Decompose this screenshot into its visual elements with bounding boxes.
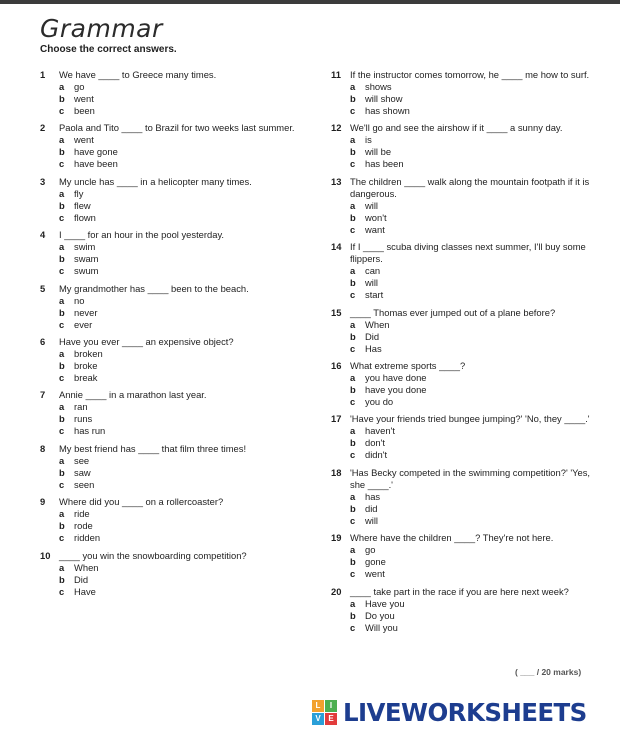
option-letter: c <box>59 425 65 437</box>
question-5 <box>40 283 305 331</box>
answer-option[interactable] <box>350 212 593 224</box>
option-letter: c <box>350 621 356 633</box>
question-text: 'Have your friends tried bungee jumping?' 'No, they ____.' <box>350 413 590 425</box>
option-text: go <box>365 544 376 556</box>
option-text: swim <box>74 241 96 253</box>
option-letter: a <box>59 347 65 359</box>
answer-option[interactable] <box>59 455 305 467</box>
question-7 <box>40 389 305 437</box>
option-letter: a <box>350 318 356 330</box>
option-text: you have done <box>365 371 427 383</box>
option-letter: b <box>59 93 65 104</box>
question-14 <box>331 241 593 301</box>
left-question-column <box>40 69 305 603</box>
question-6 <box>40 336 305 384</box>
option-letter: a <box>59 187 65 199</box>
answer-option[interactable] <box>350 93 593 105</box>
option-letter: b <box>59 146 65 158</box>
question-text: We have ____ to Greece many times. <box>59 69 217 80</box>
question-8 <box>40 443 305 491</box>
answer-option[interactable] <box>350 568 593 580</box>
option-letter: a <box>59 508 65 520</box>
option-letter: c <box>350 158 356 170</box>
liveworksheets-logo-icon <box>312 700 337 725</box>
option-letter: b <box>350 277 356 289</box>
answer-option[interactable] <box>59 425 305 437</box>
option-text: broken <box>74 347 103 359</box>
answer-option[interactable] <box>59 105 305 117</box>
option-text: been <box>74 105 95 116</box>
answer-option[interactable] <box>350 437 593 449</box>
option-letter: a <box>59 294 65 306</box>
option-text: don't <box>365 437 386 449</box>
option-text: has shown <box>365 105 410 116</box>
answer-option[interactable] <box>350 265 593 277</box>
instructions: Choose the correct answers. <box>40 44 177 55</box>
question-number: 18 <box>331 466 342 478</box>
answer-option[interactable] <box>350 544 593 556</box>
question-text: ____ Thomas ever jumped out of a plane before? <box>350 306 556 318</box>
option-text: start <box>365 289 384 301</box>
question-number: 7 <box>40 389 46 401</box>
option-letter: c <box>59 158 65 170</box>
option-letter: a <box>350 81 356 92</box>
option-letter: b <box>59 573 65 585</box>
question-17 <box>331 413 593 461</box>
brand-name: LIVEWORKSHEETS <box>343 697 587 727</box>
question-number: 14 <box>331 241 342 253</box>
answer-option[interactable] <box>59 360 305 372</box>
option-letter: a <box>59 241 65 253</box>
option-letter: c <box>59 211 65 223</box>
option-letter: a <box>350 490 356 502</box>
option-text: went <box>74 93 94 104</box>
option-text: ran <box>74 401 88 413</box>
answer-option[interactable] <box>350 343 593 355</box>
question-number: 9 <box>40 496 46 508</box>
option-letter: c <box>59 105 65 116</box>
answer-option[interactable] <box>59 253 305 265</box>
option-text: you do <box>365 395 394 407</box>
option-letter: b <box>350 146 356 158</box>
option-letter: c <box>59 478 65 490</box>
option-letter: a <box>350 544 356 556</box>
question-number: 15 <box>331 306 342 318</box>
option-text: Did <box>365 330 380 342</box>
answer-option[interactable] <box>59 586 305 598</box>
question-text: Where did you ____ on a rollercoaster? <box>59 496 224 508</box>
question-text: The children ____ walk along the mountain footpath if it is dangerous. <box>350 175 590 199</box>
logo-letter: L <box>312 700 324 712</box>
option-letter: a <box>350 199 356 211</box>
option-letter: b <box>350 556 356 568</box>
answer-option[interactable] <box>59 520 305 532</box>
option-letter: c <box>59 585 65 597</box>
answer-option[interactable] <box>350 372 593 384</box>
option-letter: c <box>350 289 356 301</box>
question-text: Have you ever ____ an expensive object? <box>59 335 234 347</box>
answer-option[interactable] <box>350 622 593 634</box>
option-letter: c <box>350 342 356 354</box>
question-20 <box>331 586 593 634</box>
option-letter: b <box>59 413 65 425</box>
option-text: is <box>365 134 372 146</box>
option-text: Do you <box>365 609 395 621</box>
question-9 <box>40 496 305 544</box>
option-letter: c <box>350 223 356 235</box>
option-text: break <box>74 371 98 383</box>
option-letter: c <box>350 568 356 580</box>
answer-option[interactable] <box>350 224 593 236</box>
question-text: Where have the children ____? They're not here. <box>350 532 554 544</box>
option-text: see <box>74 454 90 466</box>
option-letter: c <box>59 265 65 277</box>
option-text: went <box>365 568 385 580</box>
option-text: When <box>74 561 99 573</box>
answer-option[interactable] <box>59 574 305 586</box>
option-letter: b <box>59 306 65 318</box>
question-number: 19 <box>331 532 342 544</box>
option-letter: c <box>59 532 65 544</box>
question-3 <box>40 176 305 224</box>
option-text: will show <box>365 93 403 104</box>
answer-option[interactable] <box>59 93 305 105</box>
option-text: ridden <box>74 532 101 544</box>
option-text: has <box>365 490 381 502</box>
question-number: 11 <box>331 69 341 80</box>
option-text: will <box>365 277 379 289</box>
answer-option[interactable] <box>59 200 305 212</box>
option-letter: b <box>350 330 356 342</box>
option-text: ride <box>74 508 90 520</box>
option-letter: c <box>350 105 356 116</box>
option-letter: a <box>350 265 356 277</box>
answer-option[interactable] <box>59 479 305 491</box>
answer-option[interactable] <box>59 467 305 479</box>
answer-option[interactable] <box>59 319 305 331</box>
answer-option[interactable] <box>59 241 305 253</box>
option-letter: b <box>350 502 356 514</box>
answer-option[interactable] <box>59 532 305 544</box>
option-letter: b <box>350 609 356 621</box>
question-text: My grandmother has ____ been to the beach. <box>59 282 249 294</box>
answer-option[interactable] <box>350 134 593 146</box>
answer-option[interactable] <box>59 81 305 93</box>
answer-option[interactable] <box>59 146 305 158</box>
option-letter: b <box>59 199 65 211</box>
liveworksheets-brand[interactable] <box>312 697 587 727</box>
option-text: swam <box>74 253 99 265</box>
question-text: ____ take part in the race if you are here next week? <box>350 585 569 597</box>
answer-option[interactable] <box>59 562 305 574</box>
option-text: Has <box>365 342 382 354</box>
option-letter: b <box>59 359 65 371</box>
question-16 <box>331 360 593 408</box>
option-text: runs <box>74 413 93 425</box>
answer-option[interactable] <box>350 200 593 212</box>
answer-option[interactable] <box>59 413 305 425</box>
option-letter: a <box>350 134 356 146</box>
question-2 <box>40 122 305 170</box>
option-text: have gone <box>74 146 118 158</box>
option-text: swum <box>74 265 99 277</box>
option-text: has been <box>365 158 404 170</box>
answer-option[interactable] <box>59 372 305 384</box>
question-text: We'll go and see the airshow if it ____ a sunny day. <box>350 122 563 134</box>
option-text: Did <box>74 573 89 585</box>
answer-option[interactable] <box>59 348 305 360</box>
question-text: If the instructor comes tomorrow, he ____ me how to surf. <box>350 69 590 80</box>
answer-option[interactable] <box>59 401 305 413</box>
answer-option[interactable] <box>59 188 305 200</box>
answer-option[interactable] <box>350 384 593 396</box>
question-text: My best friend has ____ that film three times! <box>59 442 247 454</box>
question-1 <box>40 69 305 117</box>
answer-option[interactable] <box>59 158 305 170</box>
option-letter: b <box>59 520 65 532</box>
question-text: Paola and Tito ____ to Brazil for two weeks last summer. <box>59 122 295 134</box>
answer-option[interactable] <box>350 503 593 515</box>
question-19 <box>331 532 593 580</box>
question-number: 4 <box>40 229 46 241</box>
question-10 <box>40 550 305 598</box>
option-text: has run <box>74 425 106 437</box>
question-number: 3 <box>40 175 46 187</box>
answer-option[interactable] <box>59 307 305 319</box>
answer-option[interactable] <box>350 81 593 93</box>
question-4 <box>40 229 305 277</box>
option-text: can <box>365 265 381 277</box>
option-letter: b <box>350 437 356 449</box>
answer-option[interactable] <box>350 425 593 437</box>
option-letter: c <box>350 514 356 526</box>
answer-option[interactable] <box>350 331 593 343</box>
top-border <box>0 0 620 4</box>
logo-letter: E <box>325 713 337 725</box>
answer-option[interactable] <box>59 295 305 307</box>
option-letter: a <box>350 597 356 609</box>
question-number: 2 <box>40 122 46 134</box>
answer-option[interactable] <box>59 212 305 224</box>
question-number: 16 <box>331 359 342 371</box>
option-text: ever <box>74 318 93 330</box>
option-text: Will you <box>365 621 398 633</box>
question-number: 17 <box>331 413 342 425</box>
question-11 <box>331 69 593 117</box>
answer-option[interactable] <box>350 319 593 331</box>
question-number: 10 <box>40 549 51 561</box>
option-text: no <box>74 294 85 306</box>
option-letter: c <box>350 449 356 461</box>
option-letter: a <box>59 454 65 466</box>
option-letter: a <box>59 81 65 92</box>
option-text: shows <box>365 81 392 92</box>
question-text: I ____ for an hour in the pool yesterday. <box>59 229 225 241</box>
option-letter: b <box>350 211 356 223</box>
option-text: seen <box>74 478 95 490</box>
answer-option[interactable] <box>350 610 593 622</box>
question-text: 'Has Becky competed in the swimming competition?' 'Yes, she ____.' <box>350 466 591 490</box>
question-text: ____ you win the snowboarding competition? <box>59 549 247 561</box>
answer-option[interactable] <box>350 598 593 610</box>
option-text: will be <box>365 146 392 158</box>
answer-option[interactable] <box>350 105 593 117</box>
option-letter: b <box>59 466 65 478</box>
question-number: 20 <box>331 585 342 597</box>
answer-option[interactable] <box>59 134 305 146</box>
option-text: rode <box>74 520 93 532</box>
question-text: My uncle has ____ in a helicopter many times. <box>59 175 252 187</box>
option-text: will <box>365 199 379 211</box>
option-letter: c <box>350 395 356 407</box>
answer-option[interactable] <box>350 449 593 461</box>
option-letter: a <box>350 371 356 383</box>
right-question-column <box>331 69 593 639</box>
question-15 <box>331 307 593 355</box>
option-text: fly <box>74 187 84 199</box>
option-text: have been <box>74 158 118 170</box>
option-letter: a <box>59 134 65 146</box>
option-letter: b <box>350 383 356 395</box>
answer-option[interactable] <box>59 265 305 277</box>
option-letter: b <box>59 253 65 265</box>
logo-letter: I <box>325 700 337 712</box>
option-letter: c <box>59 318 65 330</box>
question-12 <box>331 122 593 170</box>
question-number: 8 <box>40 442 46 454</box>
option-text: When <box>365 318 390 330</box>
option-letter: a <box>59 401 65 413</box>
logo-letter: V <box>312 713 324 725</box>
question-number: 1 <box>40 69 46 80</box>
option-text: have you done <box>365 383 427 395</box>
option-letter: c <box>59 371 65 383</box>
question-number: 13 <box>331 175 342 187</box>
option-text: Have <box>74 585 96 597</box>
option-text: went <box>74 134 94 146</box>
option-text: haven't <box>365 425 395 437</box>
option-text: won't <box>365 211 387 223</box>
option-letter: a <box>350 425 356 437</box>
option-letter: a <box>59 561 65 573</box>
question-text: If I ____ scuba diving classes next summer, I'll buy some flippers. <box>350 241 586 265</box>
option-letter: b <box>350 93 356 104</box>
option-text: broke <box>74 359 98 371</box>
option-text: didn't <box>365 449 388 461</box>
question-text: Annie ____ in a marathon last year. <box>59 389 207 401</box>
answer-option[interactable] <box>59 508 305 520</box>
question-text: What extreme sports ____? <box>350 359 466 371</box>
answer-option[interactable] <box>350 289 593 301</box>
question-number: 5 <box>40 282 46 294</box>
option-text: gone <box>365 556 386 568</box>
page-title: Grammar <box>40 14 163 43</box>
question-number: 12 <box>331 122 342 134</box>
answer-option[interactable] <box>350 146 593 158</box>
question-number: 6 <box>40 335 46 347</box>
option-text: saw <box>74 466 91 478</box>
question-13 <box>331 176 593 236</box>
option-text: flew <box>74 199 91 211</box>
answer-option[interactable] <box>350 158 593 170</box>
option-text: Have you <box>365 597 405 609</box>
question-18 <box>331 467 593 527</box>
option-text: want <box>365 223 385 235</box>
answer-option[interactable] <box>350 556 593 568</box>
answer-option[interactable] <box>350 396 593 408</box>
option-text: go <box>74 81 85 92</box>
answer-option[interactable] <box>350 277 593 289</box>
answer-option[interactable] <box>350 515 593 527</box>
option-text: did <box>365 502 378 514</box>
marks-total: ( ___ / 20 marks) <box>515 667 582 677</box>
answer-option[interactable] <box>350 491 593 503</box>
option-text: flown <box>74 211 96 223</box>
option-text: never <box>74 306 98 318</box>
option-text: will <box>365 514 379 526</box>
